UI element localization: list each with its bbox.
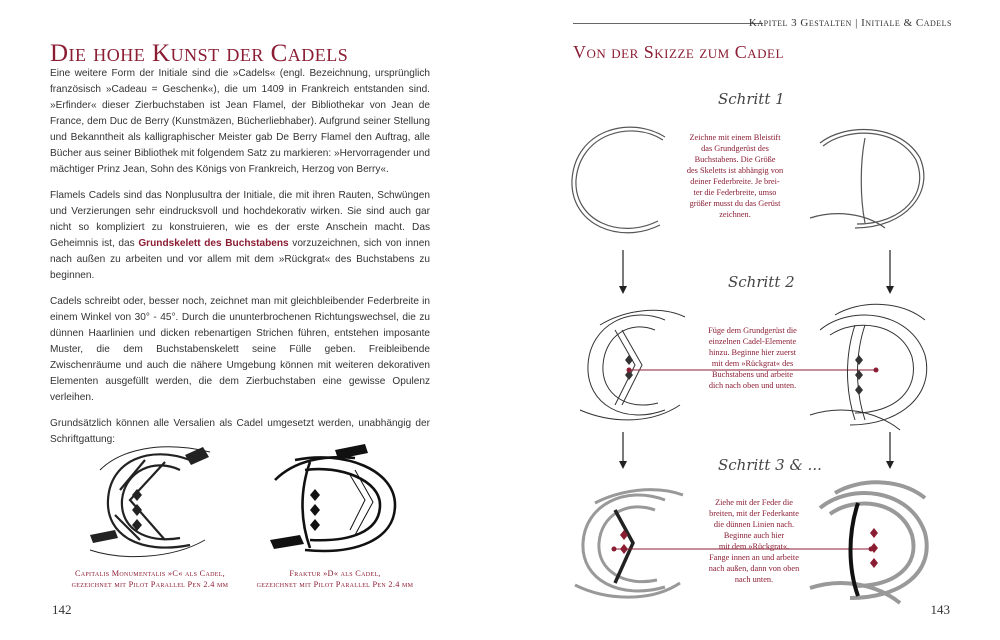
step-3-note: Ziehe mit der Feder die breiten, mit der Federkante die dünnen Linien nach. Beginne auch hier mit dem »Rückgrat«. Fange innen an und arbeite nach außen, dann von oben nach unten. — [708, 498, 800, 584]
header-rule — [573, 23, 763, 24]
paragraph-4: Grundsätzlich können alle Versalien als Cadel umgesetzt werden, unabhängig der Schriftgattung: — [50, 418, 430, 445]
paragraph-1: Eine weitere Form der Initiale sind die »Cadels« (engl. Bezeichnung, ursprünglich französisch »Cadeau = Geschenk«), die um 1409 in Frankreich entstanden sind. »Erfinder« dieser Zierbuchstaben ist Jean Flamel, der Bibliothekar von Jean de France, dem Duc de Berry (Kunstmäzen, Bücherliebhaber). Aufgrund seiner Stellung und Bekanntheit als kalligraphischer Meister gab De Berry Flamel den Auftrag, alle Bücher aus seiner Bibliothek mit folgendem Satz zu markieren: »Hervorragender und mächtiger Prinz Jean, Sohn des Königs von Frankreich, Herzog von Berry«. — [50, 68, 430, 175]
arrow-down-icon — [618, 250, 628, 295]
page-title: Die hohe Kunst der Cadels — [50, 40, 349, 67]
step-2-note: Füge dem Grundgerüst die einzelnen Cadel-Elemente hinzu. Beginne hier zuerst mit dem »Rückgrat« des Buchstabens und arbeite dich nach oben und unten. — [708, 326, 797, 390]
arrow-down-icon — [885, 250, 895, 295]
step-1-label: Schritt 1 — [718, 90, 785, 108]
cadel-d-illustration — [255, 440, 415, 565]
skeleton-d-sketch — [805, 118, 935, 238]
caption-c: Capitalis Monumentalis »C« als Cadel, gezeichnet mit Pilot Parallel Pen 2.4 mm — [71, 569, 229, 589]
step-1-note: Zeichne mit einem Bleistift das Grundgerüst des Buchstabens. Die Größe des Skeletts ist abhängig von deiner Federbreite. Je brei- ter die Federbreite, umso größer musst du das Gerüst zeichnen. — [686, 133, 784, 219]
running-header: Kapitel 3 Gestalten | Initiale & Cadels — [748, 17, 952, 29]
body-text — [50, 66, 430, 458]
paragraph-2: Flamels Cadels sind das Nonplusultra der Initiale, die mit ihren Rauten, Schwüngen und Verzierungen sehr eindrucksvoll und hochdekorativ wirken. Sie sind auch gar nicht so kompliziert zu konstruieren, wie es der erste Anschein macht. Das Geheimnis ist, das Grundskelett des Buchstabens vorzuzeichnen, sich von innen nach außen zu arbeiten und vor allem mit dem »Rückgrat« des Buchstabens zu beginnen. — [50, 190, 430, 281]
step-2-label: Schritt 2 — [728, 273, 795, 291]
arrow-down-icon — [618, 432, 628, 470]
step-3-label: Schritt 3 & ... — [718, 456, 822, 474]
cadel-d-final — [800, 478, 935, 608]
cadel-c-illustration — [70, 440, 230, 565]
arrow-down-icon — [885, 432, 895, 470]
page-number-left: 142 — [52, 602, 72, 617]
caption-d: Fraktur »D« als Cadel, gezeichnet mit Pilot Parallel Pen 2.4 mm — [256, 569, 414, 589]
paragraph-3: Cadels schreibt oder, besser noch, zeichnet man mit gleichbleibender Federbreite in einem Winkel von 30° - 45°. Durch die ununterbrochenen Richtungswechsel, die zu dünnen Haarlinien und dicken rebenartigen Strichen führen, entstehen imposante Muster, die dem Buchstabenskelett seine Fülle geben. Freibleibende Zwischenräume und auch die nähere Umgebung können mit weiteren dekorativen Elementen ausgefüllt werden, die dem Zierbuchstaben eine gewisse Opulenz verleihen. — [50, 296, 430, 403]
cadel-d-outline — [800, 300, 935, 435]
section-subtitle: Von der Skizze zum Cadel — [573, 42, 784, 62]
page-number-right: 143 — [930, 602, 950, 617]
right-page — [500, 0, 1000, 640]
highlight-term: Grundskelett des Buchstabens — [138, 238, 289, 249]
skeleton-c-sketch — [560, 115, 680, 245]
